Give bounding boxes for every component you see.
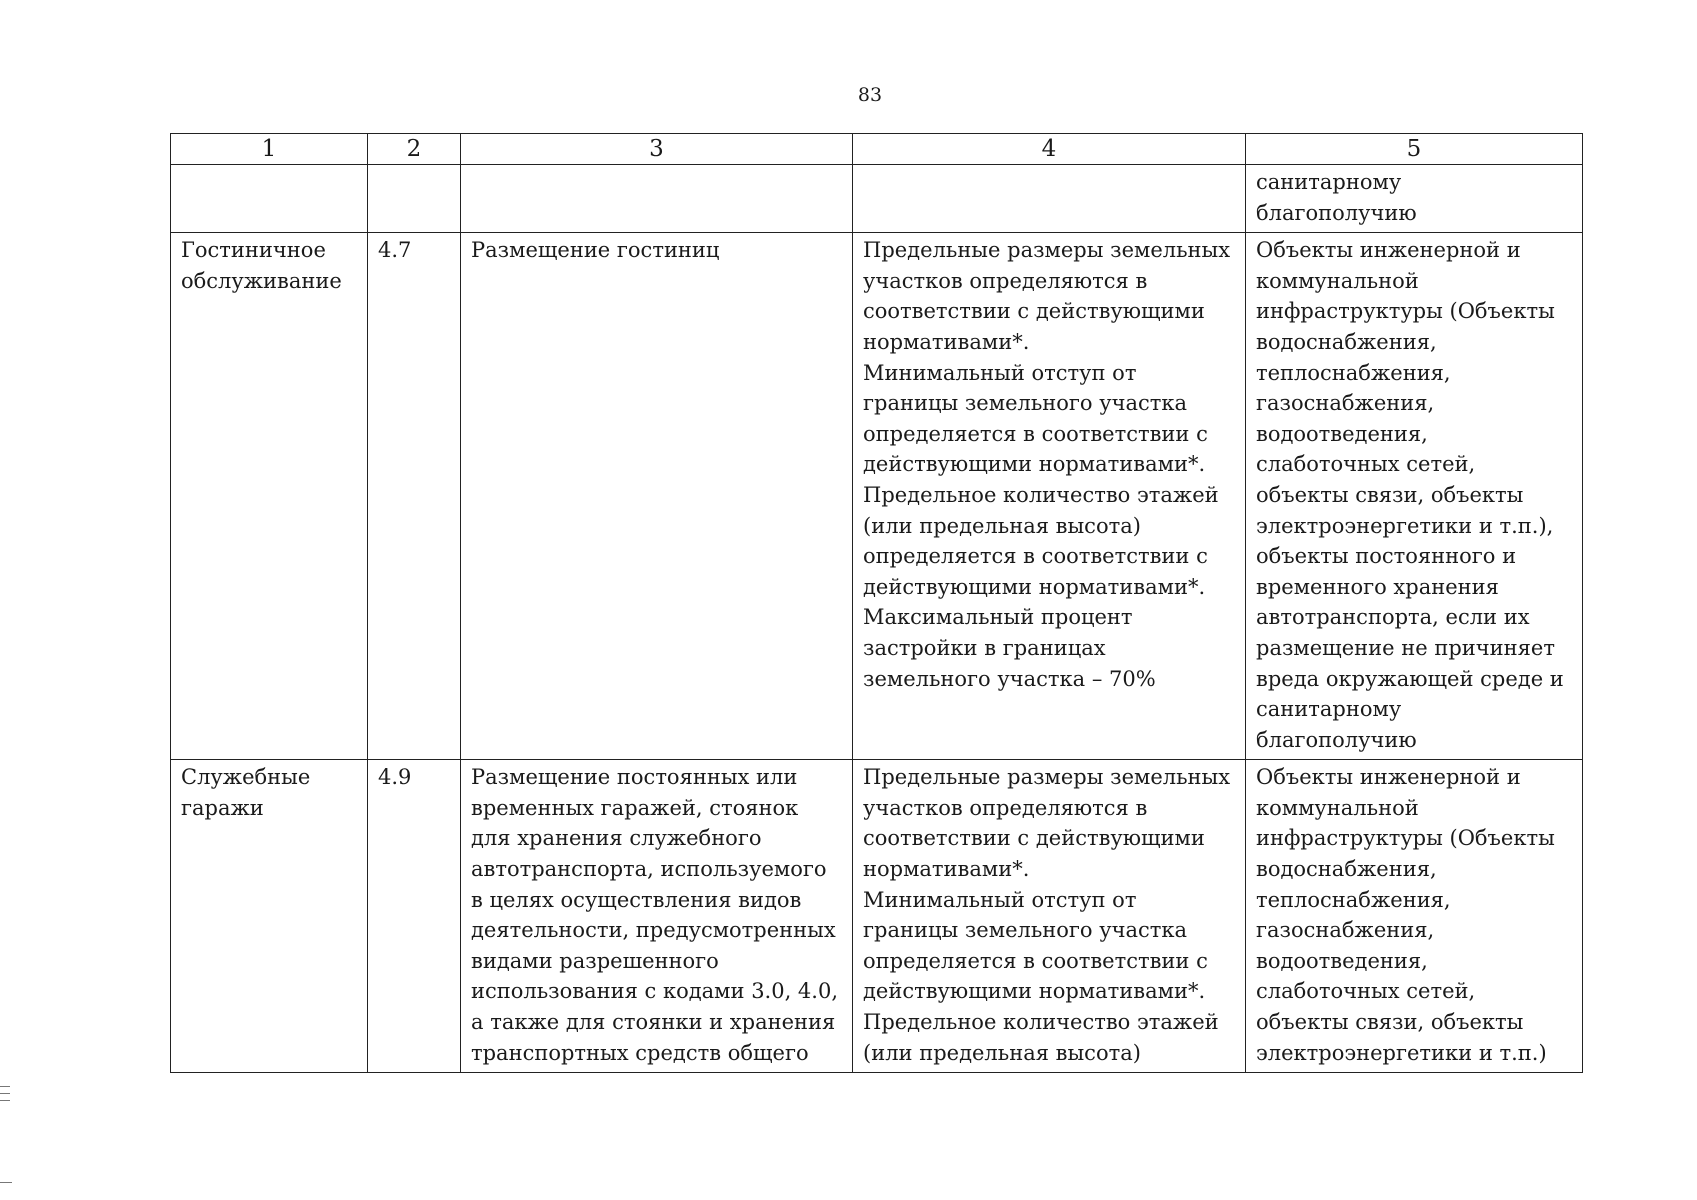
table-row-hotel-service: [171, 233, 1583, 760]
scan-artifact-mark: [0, 1182, 12, 1183]
table-row-continuation: [171, 165, 1583, 233]
cell-use-code: [368, 165, 461, 233]
header-cell-2: 2: [368, 134, 461, 165]
cell-auxiliary-uses: санитарному благополучию: [1246, 165, 1583, 233]
header-cell-4: 4: [853, 134, 1246, 165]
land-use-table: [170, 133, 1583, 1073]
header-cell-1: 1: [171, 134, 368, 165]
cell-parameters: [853, 165, 1246, 233]
page-number: 83: [857, 84, 883, 106]
table-row-service-garages: [171, 760, 1583, 1073]
cell-parameters: Предельные размеры земельных участков определяются в соответствии с действующими нормативами*. Минимальный отступ от границы земельного участка определяется в соответствии с действующими нормативами*. Предельное количество этажей (или предельная высота) определяется в соответствии с действующими нормативами*. Максимальный процент застройки в границах земельного участка – 70%: [853, 233, 1246, 760]
table-header-row: [171, 134, 1583, 165]
scan-artifact-mark: [0, 1100, 10, 1101]
cell-use-name: Служебные гаражи: [171, 760, 368, 1073]
scan-artifact-mark: [0, 1093, 10, 1094]
cell-use-name: [171, 165, 368, 233]
header-cell-3: 3: [461, 134, 853, 165]
scan-artifact-mark: [0, 1086, 10, 1087]
cell-auxiliary-uses: Объекты инженерной и коммунальной инфраструктуры (Объекты водоснабжения, теплоснабжения, газоснабжения, водоотведения, слаботочных сетей, объекты связи, объекты электроэнергетики и т.п.), объекты постоянного и временного хранения автотранспорта, если их размещение не причиняет вреда окружающей среде и санитарному благополучию: [1246, 233, 1583, 760]
cell-parameters: Предельные размеры земельных участков определяются в соответствии с действующими нормативами*. Минимальный отступ от границы земельного участка определяется в соответствии с действующими нормативами*. Предельное количество этажей (или предельная высота): [853, 760, 1246, 1073]
cell-use-name: Гостиничное обслуживание: [171, 233, 368, 760]
cell-use-code: 4.7: [368, 233, 461, 760]
cell-use-description: Размещение постоянных или временных гаражей, стоянок для хранения служебного автотранспорта, используемого в целях осуществления видов деятельности, предусмотренных видами разрешенного использования с кодами 3.0, 4.0, а также для стоянки и хранения транспортных средств общего: [461, 760, 853, 1073]
cell-use-code: 4.9: [368, 760, 461, 1073]
cell-use-description: [461, 165, 853, 233]
cell-use-description: Размещение гостиниц: [461, 233, 853, 760]
header-cell-5: 5: [1246, 134, 1583, 165]
cell-auxiliary-uses: Объекты инженерной и коммунальной инфраструктуры (Объекты водоснабжения, теплоснабжения, газоснабжения, водоотведения, слаботочных сетей, объекты связи, объекты электроэнергетики и т.п.): [1246, 760, 1583, 1073]
